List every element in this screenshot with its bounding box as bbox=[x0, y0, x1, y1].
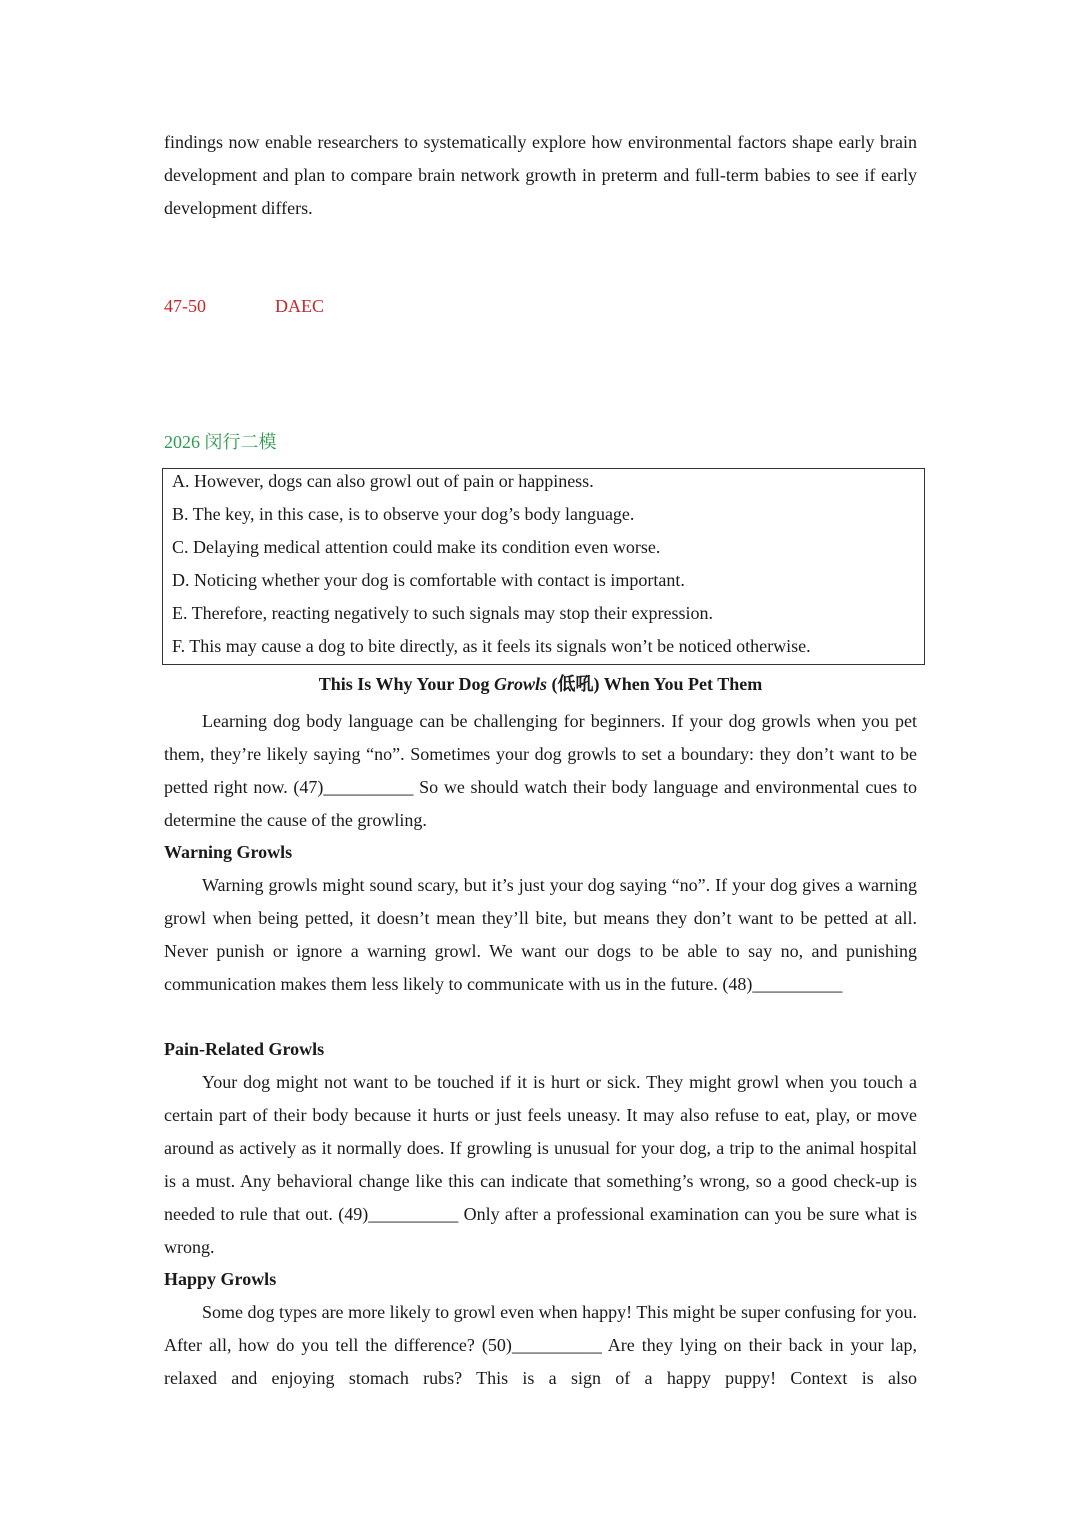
heading-pain-related-growls: Pain-Related Growls bbox=[164, 1039, 325, 1059]
answer-range: 47-50 bbox=[164, 296, 206, 316]
option-e: E. Therefore, reacting negatively to such signals may stop their expression. bbox=[172, 603, 714, 623]
heading-warning-growls: Warning Growls bbox=[164, 842, 293, 862]
title-italic: Growls bbox=[494, 674, 548, 694]
option-f: F. This may cause a dog to bite directly, as it feels its signals won’t be noticed otherwise. bbox=[172, 636, 811, 656]
article-title bbox=[164, 670, 917, 698]
article-paragraph-4: Some dog types are more likely to growl even when happy! This might be super confusing for you. After all, how do you tell the difference? (50)__________ Are they lying on their back in your lap, relaxed and enjoying stomach rubs? This is a sign of a happy puppy! Context is also bbox=[164, 1302, 917, 1388]
heading-happy-growls: Happy Growls bbox=[164, 1269, 277, 1289]
intro-paragraph: findings now enable researchers to systematically explore how environmental factors shape early brain development and plan to compare brain network growth in preterm and full-term babies to see if early development differs. bbox=[164, 132, 917, 218]
title-after: When You Pet Them bbox=[603, 674, 763, 694]
option-c: C. Delaying medical attention could make its condition even worse. bbox=[172, 537, 661, 557]
option-b: B. The key, in this case, is to observe your dog’s body language. bbox=[172, 504, 635, 524]
title-before: This Is Why Your Dog bbox=[318, 674, 495, 694]
option-a: A. However, dogs can also growl out of pain or happiness. bbox=[172, 471, 594, 491]
source-label: 2026 闵行二模 bbox=[164, 432, 277, 452]
title-gloss: (低吼) bbox=[547, 674, 604, 694]
answer-key: DAEC bbox=[275, 296, 324, 316]
option-d: D. Noticing whether your dog is comfortable with contact is important. bbox=[172, 570, 685, 590]
article-paragraph-2: Warning growls might sound scary, but it’s just your dog saying “no”. If your dog gives a warning growl when being petted, it doesn’t mean they’ll bite, but means they don’t want to be petted at all. Never punish or ignore a warning growl. We want our dogs to be able to say no, and punishing communication makes them less likely to communicate with us in the future. (48)__________ bbox=[164, 875, 917, 994]
article-paragraph-1: Learning dog body language can be challenging for beginners. If your dog growls when you pet them, they’re likely saying “no”. Sometimes your dog growls to set a boundary: they don’t want to be petted right now. (47)__________ So we should watch their body language and environmental cues to determine the cause of the growling. bbox=[164, 711, 917, 830]
options-box bbox=[162, 468, 925, 665]
article-paragraph-3: Your dog might not want to be touched if it is hurt or sick. They might growl when you touch a certain part of their body because it hurts or just feels uneasy. It may also refuse to eat, play, or move around as actively as it normally does. If growling is unusual for your dog, a trip to the animal hospital is a must. Any behavioral change like this can indicate that something’s wrong, so a good check-up is needed to rule that out. (49)__________ Only after a professional examination can you be sure what is wrong. bbox=[164, 1072, 917, 1257]
